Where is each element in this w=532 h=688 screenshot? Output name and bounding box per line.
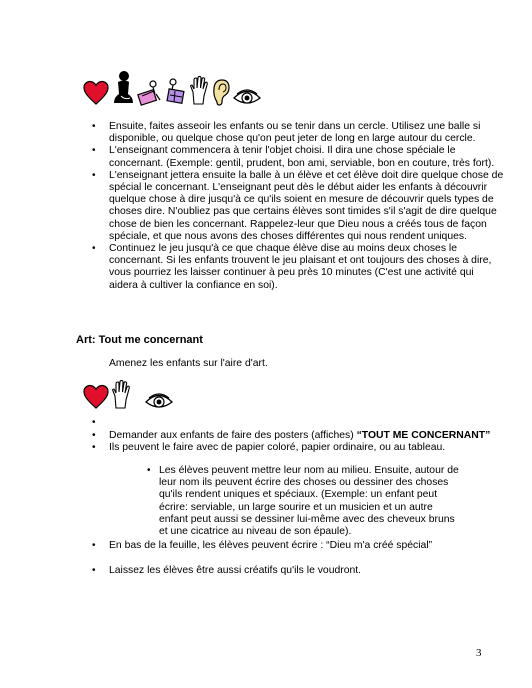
gift-icon	[137, 80, 161, 106]
list-item	[92, 430, 504, 442]
list-item: • Ensuite, faites asseoir les enfants ou se tenir dans un cercle. Utilisez une balle si disponible, ou quelque chose qu'on peut jeter de long en large autour du cercle.	[92, 121, 504, 145]
art-instructions-list	[92, 417, 504, 454]
list-item: • Les élèves peuvent mettre leur nom au milieu. Ensuite, autour de leur nom ils peuvent écrire des choses ou dessiner des choses qu'ils rendent uniques et spéciaux. (Exemple: un enfant peut écrire: serviable, un large sourire et un musicien et un autre enfant peut aussi se dessiner lui-même avec des cheveux bruns et une cicatrice au niveau de son épaule).	[147, 465, 464, 538]
hand-icon	[111, 380, 131, 410]
posters-text: Demander aux enfants de faire des posters (affiches)	[109, 430, 357, 441]
section-heading-art: Art: Tout me concernant	[76, 334, 203, 346]
child-silhouette-icon	[111, 70, 135, 106]
heart-icon	[83, 384, 109, 410]
list-item: • Continuez le jeu jusqu'à ce que chaque élève dise au moins deux choses le concernant. Si les enfants trouvent le jeu plaisant et ont toujours des choses à dire, vous pourriez les laisser continuer à peu près 10 minutes (C'est une activité qui aidera à cultiver la confiance en soi).	[92, 243, 504, 292]
list-item: • Laissez les élèves être aussi créatifs qu'ils le voudront.	[92, 565, 504, 577]
eye-icon	[233, 88, 261, 106]
art-instructions-list-continued	[92, 540, 504, 552]
ear-icon	[211, 78, 231, 106]
list-item: • Ils peuvent le faire avec de papier coloré, papier ordinaire, ou au tableau.	[92, 442, 504, 454]
heart-icon	[83, 80, 109, 106]
activity-icons-row	[83, 70, 261, 106]
art-icons-row	[83, 380, 173, 410]
hand-icon	[189, 76, 209, 106]
eye-icon	[145, 392, 173, 410]
posters-title: “TOUT ME CONCERNANT”	[356, 430, 491, 441]
art-instructions-list-final	[92, 565, 504, 577]
list-item: • L'enseignant jettera ensuite la balle à un élève et cet élève doit dire quelque chose de spécial le concernant. L'enseignant peut dès le début aider les enfants à découvrir quelque chose à dire jusqu'à ce qu'ils soient en mesure de découvrir quels types de choses dire. N'oubliez pas que certains élèves sont timides s'il s'agit de dire quelque chose de bien les concernant. Rappelez-leur que Dieu nous a créés tous de façon spéciale, et que nous avons des choses différentes qui nous rendent uniques.	[92, 170, 504, 243]
page-number: 3	[476, 647, 482, 659]
art-intro-text: Amenez les enfants sur l'aire d'art.	[109, 358, 268, 369]
art-sub-list	[147, 465, 464, 538]
list-item	[92, 417, 504, 429]
list-item: • L'enseignant commencera à tenir l'objet choisi. Il dira une chose spéciale le concernant. (Exemple: gentil, prudent, bon ami, serviable, bon en couture, très fort).	[92, 145, 504, 169]
gift-icon	[163, 78, 187, 106]
list-item: • En bas de la feuille, les élèves peuvent écrire : “Dieu m'a créé spécial”	[92, 540, 504, 552]
activity-instructions-list	[92, 121, 504, 292]
